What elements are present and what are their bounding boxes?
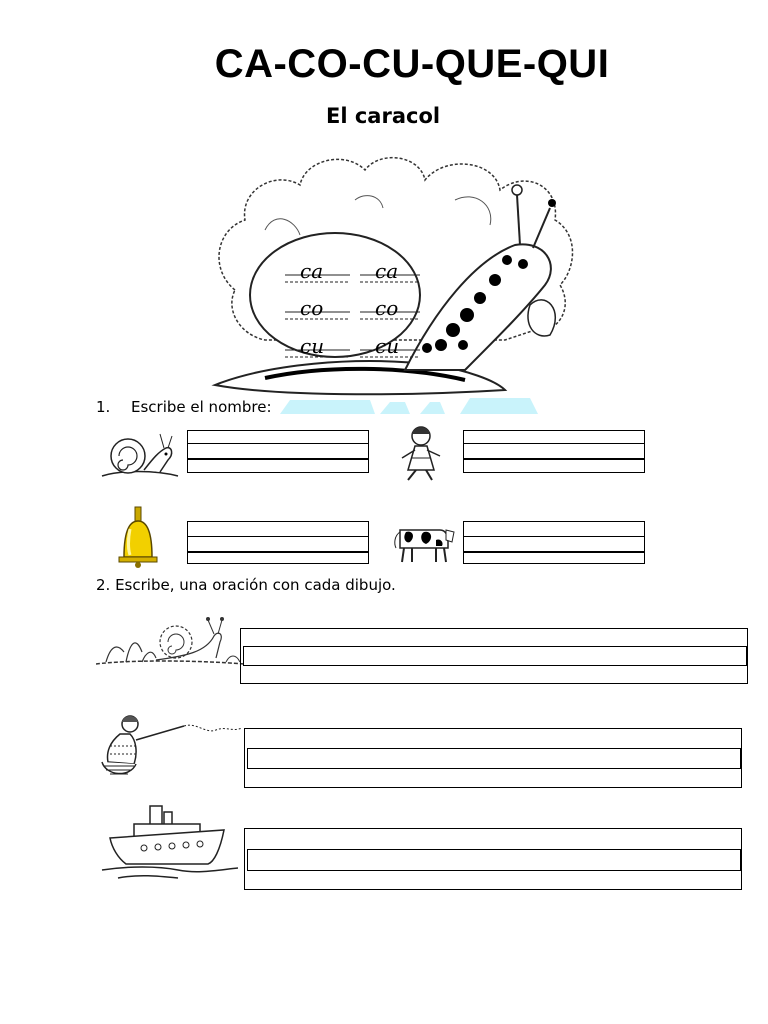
cursive-syllable: ca [375,259,399,283]
worksheet-subtitle: El caracol [326,104,441,128]
answer-lines-doll[interactable] [463,430,645,473]
snail-illustration [205,140,585,400]
exercise-2-instruction: 2. Escribe, una oración con cada dibujo. [96,576,396,594]
sentence-lines-boat[interactable] [244,828,742,890]
background-watermark [280,396,540,414]
cursive-syllable: co [375,296,399,320]
snail-scene-icon [96,612,244,674]
sentence-lines-fisherman[interactable] [244,728,742,788]
doll-icon [390,422,452,484]
cow-icon [392,518,456,564]
fisherman-icon [96,712,244,780]
cursive-syllable: cu [300,334,325,358]
cursive-syllable: ca [300,259,324,283]
answer-lines-cow[interactable] [463,521,645,564]
exercise-1-number: 1. [96,398,111,416]
cursive-syllable: co [300,296,324,320]
answer-lines-snail[interactable] [187,430,369,473]
bell-icon [116,505,160,569]
snail-icon [100,430,180,480]
sentence-lines-snail[interactable] [240,628,748,684]
cursive-syllable: cu [375,334,400,358]
exercise-1-instruction: Escribe el nombre: [131,398,272,416]
worksheet-title: CA-CO-CU-QUE-QUI [214,42,610,86]
answer-lines-bell[interactable] [187,521,369,564]
boat-icon [98,800,238,884]
